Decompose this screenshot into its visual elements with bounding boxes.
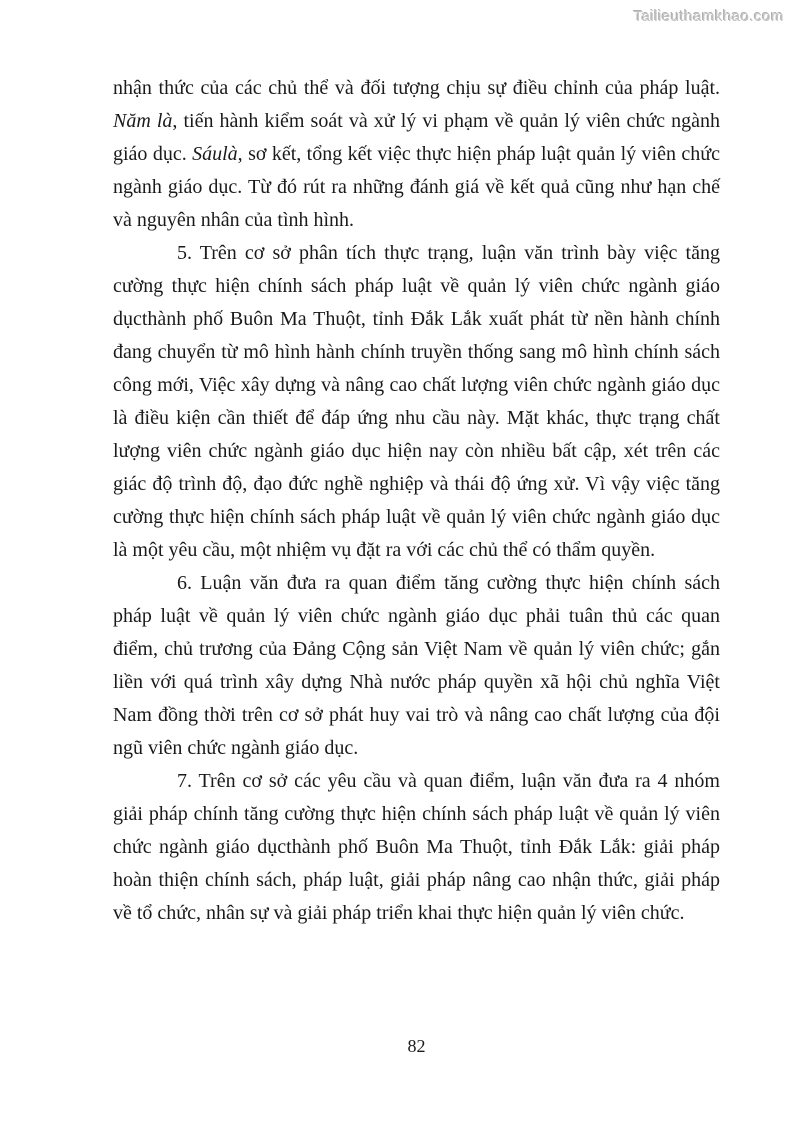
- watermark: Tailieuthamkhao.com: [633, 8, 784, 25]
- paragraph: [113, 237, 720, 567]
- text-run: 7. Trên cơ sở các yêu cầu và quan điểm, luận văn đưa ra 4 nhóm giải pháp chính tăng cường thực hiện chính sách pháp luật về quản lý viên chức ngành giáo dụcthành phố Buôn Ma Thuột, tỉnh Đắk Lắk: giải pháp hoàn thiện chính sách, pháp luật, giải pháp nâng cao nhận thức, giải pháp về tổ chức, nhân sự và giải pháp triển khai thực hiện quản lý viên chức.: [113, 770, 720, 924]
- italic-text-run: Sáulà: [192, 143, 238, 165]
- text-run: 5. Trên cơ sở phân tích thực trạng, luận văn trình bày việc tăng cường thực hiện chính sách pháp luật về quản lý viên chức ngành giáo dụcthành phố Buôn Ma Thuột, tỉnh Đắk Lắk xuất phát từ nền hành chính đang chuyển từ mô hình hành chính truyền thống sang mô hình chính sách công mới, Việc xây dựng và nâng cao chất lượng viên chức ngành giáo dục là điều kiện cần thiết để đáp ứng nhu cầu này. Mặt khác, thực trạng chất lượng viên chức ngành giáo dục hiện nay còn nhiều bất cập, xét trên các giác độ trình độ, đạo đức nghề nghiệp và thái độ ứng xử. Vì vậy việc tăng cường thực hiện chính sách pháp luật về quản lý viên chức ngành giáo dục là một yêu cầu, một nhiệm vụ đặt ra với các chủ thể có thẩm quyền.: [113, 242, 720, 561]
- page-number: 82: [407, 1036, 426, 1056]
- paragraph: [113, 567, 720, 765]
- paragraph: [113, 765, 720, 930]
- document-body: [113, 72, 720, 930]
- text-run: , tiến hành kiểm soát và xử lý vi phạm về quản lý viên chức ngành giáo dục.: [113, 110, 720, 165]
- text-run: 6. Luận văn đưa ra quan điểm tăng cường thực hiện chính sách pháp luật về quản lý viên chức ngành giáo dục phải tuân thủ các quan điểm, chủ trương của Đảng Cộng sản Việt Nam về quản lý viên chức; gắn liền với quá trình xây dựng Nhà nước pháp quyền xã hội chủ nghĩa Việt Nam đồng thời trên cơ sở phát huy vai trò và nâng cao chất lượng của đội ngũ viên chức ngành giáo dục.: [113, 572, 720, 759]
- paragraph: [113, 72, 720, 237]
- text-run: , sơ kết, tổng kết việc thực hiện pháp luật quản lý viên chức ngành giáo dục. Từ đó rút ra những đánh giá về kết quả cũng như hạn chế và nguyên nhân của tình hình.: [113, 143, 720, 231]
- text-run: nhận thức của các chủ thể và đối tượng chịu sự điều chỉnh của pháp luật.: [113, 77, 720, 99]
- italic-text-run: Năm là: [113, 110, 173, 132]
